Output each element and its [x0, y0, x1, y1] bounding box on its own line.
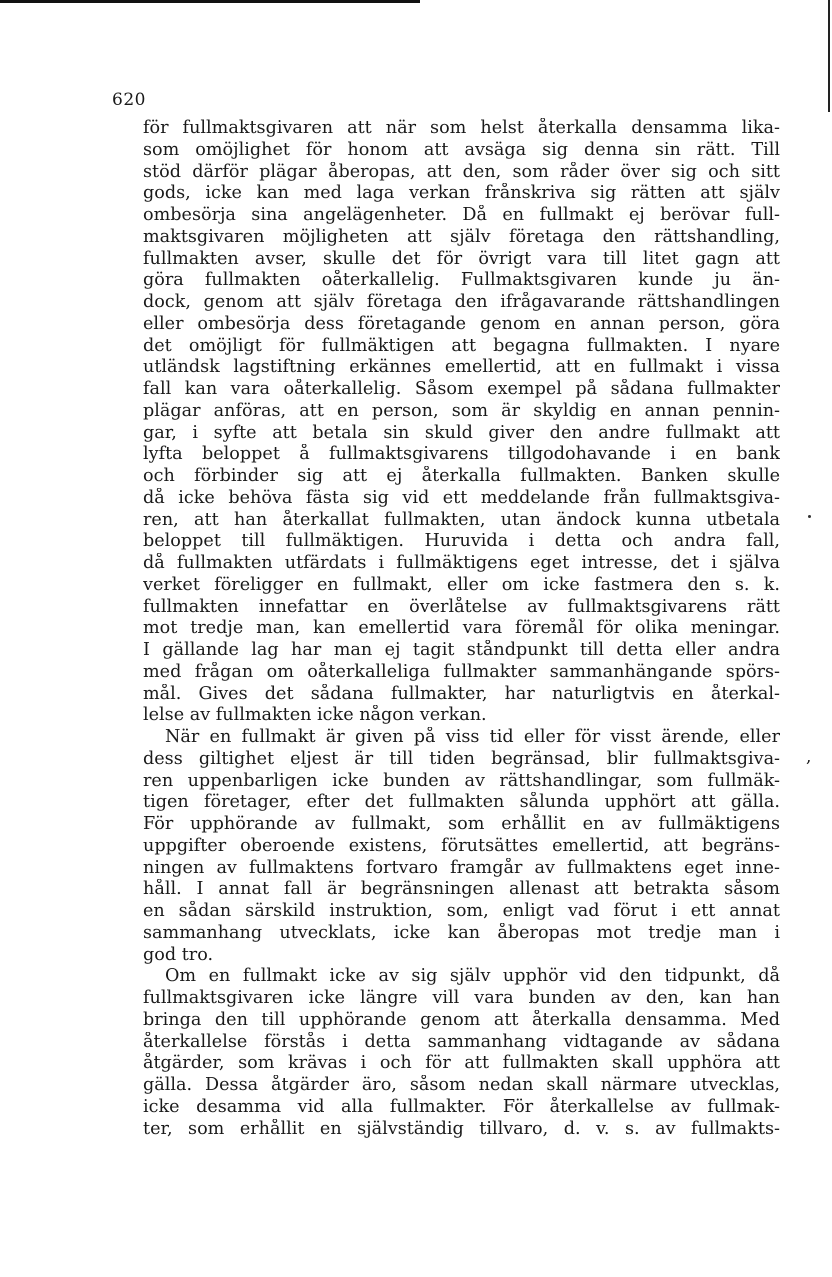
paragraph-1 [143, 118, 780, 727]
text-line: eller ombesörja dess företagande genom en annan person, göra [143, 313, 780, 334]
paragraph-3 [143, 966, 780, 1140]
text-line: håll. I annat fall är begränsningen allenast att betrakta såsom [143, 879, 780, 900]
text-line: fullmakten avser, skulle det för övrigt vara till litet gagn att [143, 248, 780, 269]
scan-top-rule [0, 0, 420, 3]
text-line: ren, att han återkallat fullmakten, utan ändock kunna utbetala [143, 509, 780, 530]
text-line: fullmaktsgivaren icke längre vill vara bunden av den, kan han [143, 988, 780, 1008]
text-line: ren uppenbarligen icke bunden av rättshandlingar, som fullmäk- [143, 770, 780, 791]
text-line: åtgärder, som krävas i och för att fullmakten skall upphöra att [143, 1053, 780, 1074]
text-line: ombesörja sina angelägenheter. Då en fullmakt ej berövar full- [143, 205, 780, 225]
text-line: ter, som erhållit en självständig tillvaro, d. v. s. av fullmakts- [143, 1118, 780, 1139]
text-line: mål. Gives det sådana fullmakter, har naturligtvis en återkal- [143, 683, 780, 704]
text-line: som omöjlighet för honom att avsäga sig denna sin rätt. Till [143, 139, 780, 160]
text-line: mot tredje man, kan emellertid vara föremål för olika meningar. [143, 618, 780, 639]
text-line: Om en fullmakt icke av sig själv upphör vid den tidpunkt, då [165, 966, 780, 987]
text-line: en sådan särskild instruktion, som, enligt vad förut i ett annat [143, 901, 780, 921]
text-line: för fullmaktsgivaren att när som helst återkalla densamma lika- [143, 118, 780, 138]
text-line: fullmakten innefattar en överlåtelse av fullmaktsgivarens rätt [143, 596, 780, 617]
text-line: dock, genom att själv företaga den ifrågavarande rättshandlingen [143, 292, 780, 312]
margin-dot [808, 515, 811, 518]
text-line: återkallelse förstås i detta sammanhang vidtagande av sådana [143, 1031, 780, 1052]
text-line: och förbinder sig att ej återkalla fullmakten. Banken skulle [143, 466, 780, 486]
margin-comma: , [806, 747, 812, 767]
text-line: fall kan vara oåterkallelig. Såsom exempel på sådana fullmakter [143, 379, 780, 399]
text-line: uppgifter oberoende existens, förutsättes emellertid, att begräns- [143, 835, 780, 856]
paragraph-2 [143, 727, 780, 966]
text-line: då icke behöva fästa sig vid ett meddelande från fullmaktsgiva- [143, 487, 780, 508]
text-line: lelse av fullmakten icke någon verkan. [143, 705, 487, 726]
text-line: göra fullmakten oåterkallelig. Fullmaktsgivaren kunde ju än- [143, 270, 780, 291]
text-line: det omöjligt för fullmäktigen att begagna fullmakten. I nyare [143, 335, 780, 356]
text-line: gälla. Dessa åtgärder äro, såsom nedan skall närmare utvecklas, [143, 1075, 780, 1095]
text-line: När en fullmakt är given på viss tid eller för visst ärende, eller [165, 727, 780, 747]
text-line: sammanhang utvecklats, icke kan åberopas mot tredje man i [143, 922, 780, 943]
scan-right-edge [828, 0, 830, 112]
text-line: utländsk lagstiftning erkännes emellertid, att en fullmakt i vissa [143, 357, 780, 378]
text-line: gar, i syfte att betala sin skuld giver den andre fullmakt att [143, 422, 780, 443]
text-line: lyfta beloppet å fullmaktsgivarens tillgodohavande i en bank [143, 444, 780, 465]
text-line: maktsgivaren möjligheten att själv företaga den rättshandling, [143, 226, 780, 247]
text-line: beloppet till fullmäktigen. Huruvida i detta och andra fall, [143, 531, 780, 552]
text-line: ningen av fullmaktens fortvaro framgår av fullmaktens eget inne- [143, 857, 780, 878]
text-line: gods, icke kan med laga verkan frånskriva sig rätten att själv [143, 183, 780, 204]
text-line: bringa den till upphörande genom att återkalla densamma. Med [143, 1009, 780, 1030]
text-line: För upphörande av fullmakt, som erhållit en av fullmäktigens [143, 814, 780, 834]
page-number: 620 [112, 90, 146, 110]
text-line: god tro. [143, 944, 214, 965]
text-line: icke desamma vid alla fullmakter. För återkallelse av fullmak- [143, 1096, 780, 1117]
text-line: stöd därför plägar åberopas, att den, som råder över sig och sitt [143, 161, 780, 182]
body-text [143, 118, 780, 1140]
text-line: dess giltighet eljest är till tiden begränsad, blir fullmaktsgiva- [143, 748, 780, 769]
text-line: verket föreligger en fullmakt, eller om icke fastmera den s. k. [143, 574, 780, 595]
text-line: plägar anföras, att en person, som är skyldig en annan pennin- [143, 400, 780, 421]
text-line: med frågan om oåterkalleliga fullmakter sammanhängande spörs- [143, 661, 780, 682]
text-line: då fullmakten utfärdats i fullmäktigens eget intresse, det i själva [143, 553, 780, 573]
text-line: tigen företager, efter det fullmakten sålunda upphört att gälla. [143, 792, 780, 813]
text-line: I gällande lag har man ej tagit ståndpunkt till detta eller andra [143, 640, 780, 660]
